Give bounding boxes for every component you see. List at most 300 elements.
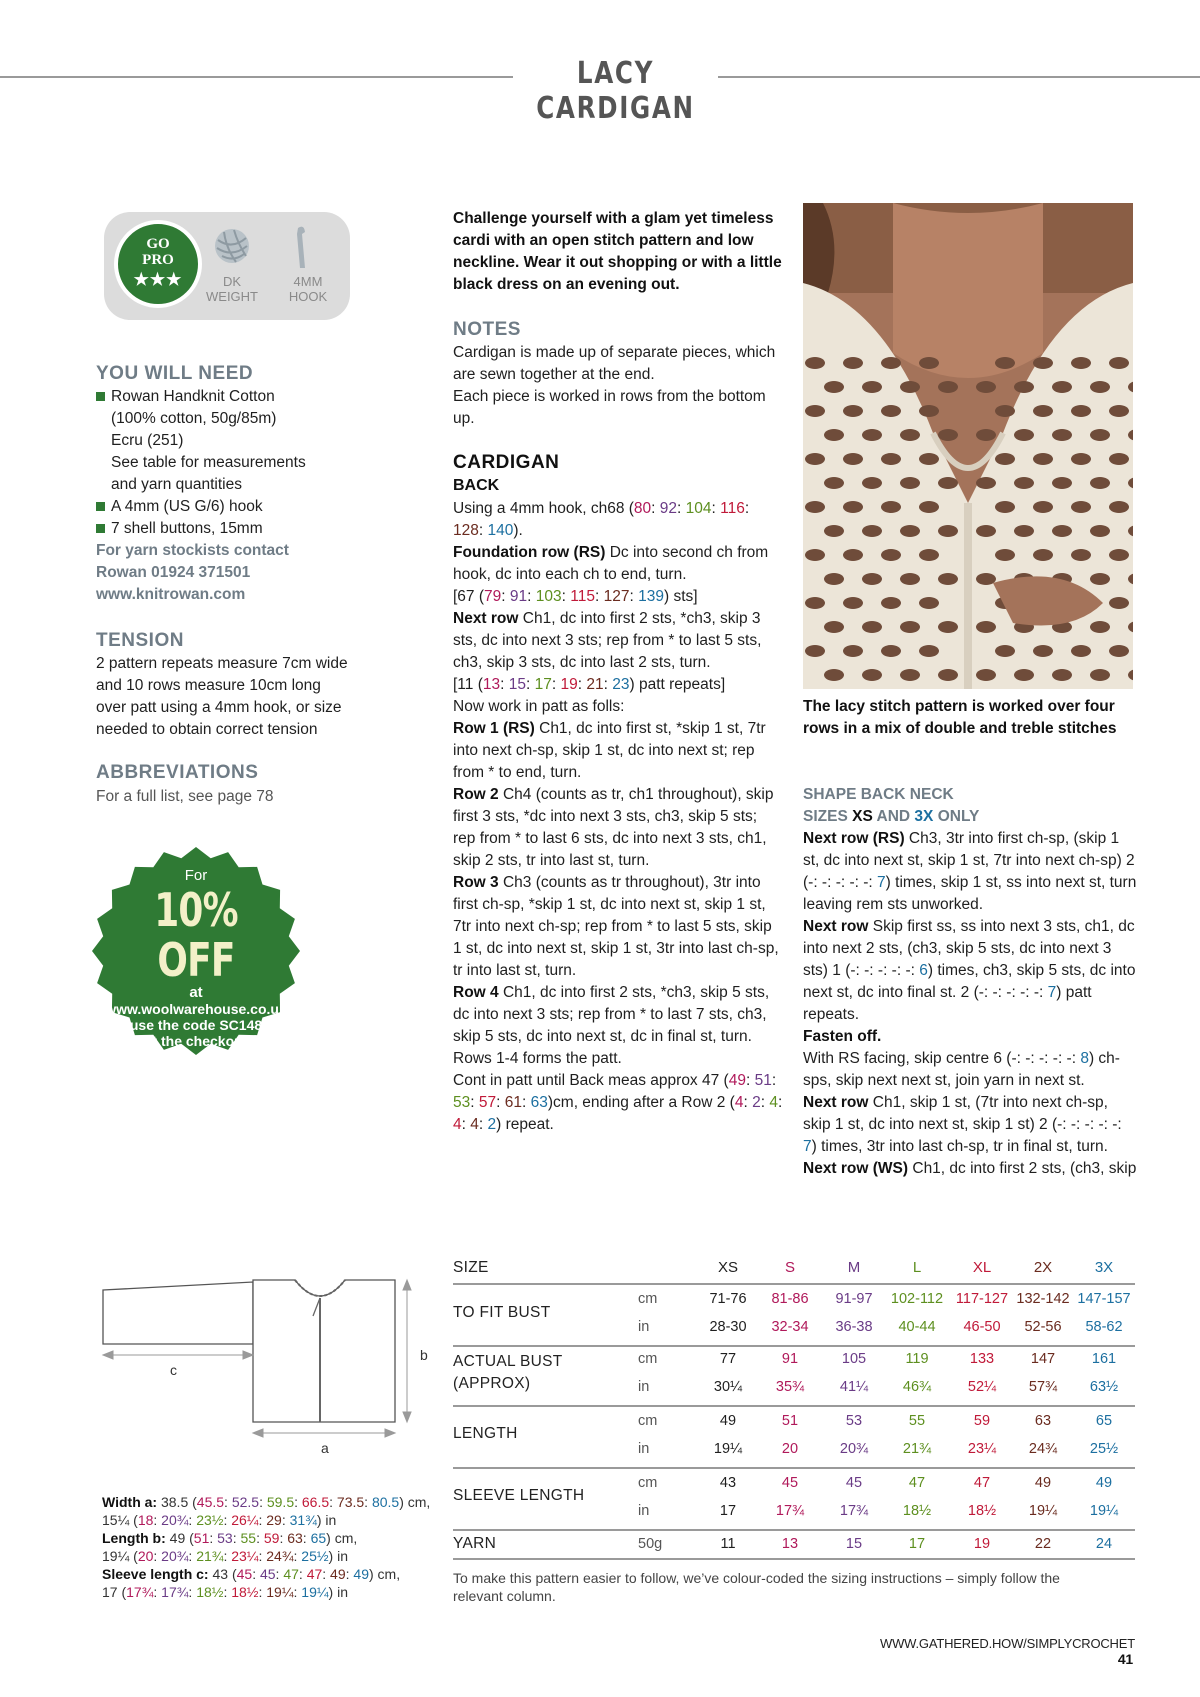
- table-cell: 147-157: [1077, 1291, 1131, 1307]
- lace-hole: [881, 501, 901, 513]
- text-span: ) patt repeats]: [629, 676, 726, 693]
- stockist-website-link[interactable]: www.knitrowan.com: [96, 586, 246, 603]
- measure-label: Length b:: [102, 1530, 166, 1546]
- lace-hole: [1109, 453, 1129, 465]
- row-label: TO FIT BUST: [453, 1304, 551, 1321]
- header-rule-left: [0, 76, 513, 78]
- table-cell: 105: [841, 1351, 867, 1367]
- go-pro-badge: [114, 220, 202, 308]
- lace-hole: [843, 405, 863, 417]
- row-4: [453, 982, 783, 1048]
- difficulty-stars: ★★★: [133, 270, 183, 289]
- row-label: Next row: [803, 1094, 869, 1111]
- yarn-line: and yarn quantities: [111, 476, 242, 493]
- size-l-value: 23½: [196, 1512, 224, 1528]
- size-3x-value: 8: [1080, 1050, 1089, 1067]
- sleeve-cm: Sleeve length c: 43 (45: 45: 47: 47: 49: 49) cm,: [102, 1566, 401, 1582]
- table-cell: 17: [908, 1536, 926, 1552]
- lace-hole: [1033, 453, 1053, 465]
- table-cell: 65: [1095, 1413, 1113, 1429]
- table-cell: 91-97: [835, 1291, 873, 1307]
- unit-label: cm: [638, 1351, 658, 1367]
- shape-next-row-3: [803, 1092, 1138, 1158]
- table-cell: 119: [905, 1351, 929, 1367]
- text-span: ) ch-sps, skip next next st, join yarn in next st.: [803, 1050, 1120, 1089]
- promo-fine-print: Discount code not valid on yarn packs,: [148, 1054, 244, 1060]
- size-2x-value: 19¼: [266, 1584, 294, 1600]
- lace-hole: [1109, 597, 1129, 609]
- table-divider: [453, 1529, 1135, 1531]
- lace-hole: [824, 573, 844, 585]
- table-cell: 19¼: [1089, 1503, 1119, 1519]
- fasten-off: [803, 1026, 1138, 1048]
- size-3x-value: 7: [803, 1138, 812, 1155]
- lace-hole: [938, 669, 958, 681]
- lace-hole: [1109, 645, 1129, 657]
- table-row: [453, 1471, 1135, 1527]
- size-l-header: L: [912, 1259, 922, 1276]
- lace-hole: [881, 597, 901, 609]
- lace-hole: [1014, 525, 1034, 537]
- text-span: ONLY: [933, 808, 980, 825]
- unit-label: in: [638, 1441, 650, 1457]
- size-3x-value: 65: [310, 1530, 327, 1546]
- lace-hole: [900, 381, 920, 393]
- abbreviations-title: ABBREVIATIONS: [96, 762, 259, 783]
- row-label: Row 1 (RS): [453, 720, 535, 737]
- lace-hole: [976, 573, 996, 585]
- table-row: [453, 1287, 1135, 1343]
- size-xl-value: 115: [570, 588, 595, 605]
- lace-hole: [805, 405, 825, 417]
- intro-line: Challenge yourself with a glam yet timeless: [453, 210, 774, 227]
- hook-line2: HOOK: [288, 289, 328, 304]
- row-2: [453, 784, 783, 872]
- lace-hole: [824, 669, 844, 681]
- row-label: (APPROX): [453, 1375, 531, 1392]
- notes-line: Cardigan is made up of separate pieces, which: [453, 344, 776, 361]
- size-3x-value: 25½: [301, 1548, 329, 1564]
- table-cell: 63½: [1089, 1379, 1119, 1395]
- intro-line: cardi with an open stitch pattern and low: [453, 232, 754, 249]
- lace-hole: [1090, 525, 1110, 537]
- table-cell: 18½: [967, 1503, 997, 1519]
- text-span: Using a 4mm hook, ch68 (: [453, 500, 634, 517]
- stockist-phone: Rowan 01924 371501: [96, 564, 251, 581]
- stitch-count: [67 (79: 91: 103: 115: 127: 139) sts]: [453, 588, 698, 605]
- size-2x-value: 29: [266, 1512, 282, 1528]
- size-2x-header: 2X: [1033, 1259, 1053, 1276]
- lace-hole: [1014, 381, 1034, 393]
- size-xs-label: XS: [852, 808, 873, 825]
- lace-hole: [843, 501, 863, 513]
- lace-hole: [862, 525, 882, 537]
- size-l-value: 53: [453, 1094, 471, 1111]
- lace-hole: [1090, 621, 1110, 633]
- tension-title: TENSION: [96, 630, 184, 651]
- size-s-value: 18: [137, 1512, 154, 1528]
- size-s-header: S: [784, 1259, 795, 1276]
- lace-hole: [919, 645, 939, 657]
- lace-hole: [881, 645, 901, 657]
- lace-hole: [919, 405, 939, 417]
- lace-hole: [862, 477, 882, 489]
- tension-line: 2 pattern repeats measure 7cm wide: [96, 655, 348, 672]
- yarn-line: Rowan Handknit Cotton: [111, 388, 275, 405]
- page-footer: [880, 1636, 1133, 1667]
- intro-text: [453, 208, 793, 296]
- size-3x-value: 49: [353, 1566, 369, 1582]
- table-cell: 59: [973, 1413, 991, 1429]
- size-3x-value: 7: [1047, 984, 1057, 1001]
- size-xl-value: 19: [560, 676, 578, 693]
- table-cell: 117-127: [955, 1291, 1009, 1307]
- size-s-value: 13: [482, 676, 501, 693]
- lace-hole: [1071, 501, 1091, 513]
- size-xl-value: 18½: [231, 1584, 259, 1600]
- go-pro-line2: PRO: [142, 252, 174, 268]
- lace-hole: [919, 501, 939, 513]
- size-3x-value: 2: [487, 1116, 497, 1133]
- lace-hole: [843, 645, 863, 657]
- size-xl-value: 66.5: [301, 1494, 330, 1510]
- size-table: [453, 1255, 1135, 1565]
- table-cell: 133: [969, 1351, 995, 1367]
- table-cell: 41¼: [839, 1379, 869, 1395]
- lace-hole: [1090, 669, 1110, 681]
- table-cell: 81-86: [771, 1291, 809, 1307]
- lace-hole: [1014, 669, 1034, 681]
- table-cell: 40-44: [898, 1319, 936, 1335]
- lace-hole: [938, 381, 958, 393]
- lace-hole: [938, 621, 958, 633]
- row-1: [453, 718, 783, 784]
- table-cell: 23¼: [967, 1441, 997, 1457]
- lace-hole: [1109, 501, 1129, 513]
- table-cell: 30¼: [713, 1379, 743, 1395]
- text-span: [67 (: [453, 588, 485, 605]
- weight-label: [202, 274, 262, 304]
- lace-hole: [900, 669, 920, 681]
- lace-hole: [805, 549, 825, 561]
- lace-hole: [862, 573, 882, 585]
- table-cell: 22: [1034, 1536, 1052, 1552]
- row-label: Next row (RS): [803, 830, 905, 847]
- lace-hole: [938, 429, 958, 441]
- note-line: relevant column.: [453, 1588, 556, 1604]
- materials-item-hook: [96, 496, 366, 518]
- row-label: Row 2: [453, 786, 499, 803]
- buttons-line: 7 shell buttons, 15mm: [111, 520, 263, 537]
- hook-instruction: Using a 4mm hook, ch68 (80: 92: 104: 116: 128: 140).: [453, 500, 750, 539]
- materials-item-buttons: [96, 518, 366, 540]
- table-cell: 28-30: [709, 1319, 747, 1335]
- lace-hole: [862, 621, 882, 633]
- lace-hole: [919, 549, 939, 561]
- now-work-text: Now work in patt as folls:: [453, 698, 625, 715]
- caption-line: rows in a mix of double and treble stitches: [803, 720, 1117, 737]
- lace-hole: [1033, 357, 1053, 369]
- size-l-value: 55: [240, 1530, 257, 1546]
- lace-hole: [938, 573, 958, 585]
- shape-next-row-2: [803, 916, 1138, 1026]
- table-cell: 49: [719, 1413, 737, 1429]
- lace-hole: [881, 549, 901, 561]
- size-l-value: 103: [535, 588, 562, 605]
- promo-code: use the code SC148: [129, 1017, 263, 1033]
- lace-hole: [862, 669, 882, 681]
- lace-hole: [976, 429, 996, 441]
- footer-url-link[interactable]: WWW.GATHERED.HOW/SIMPLYCROCHET: [880, 1636, 1135, 1651]
- weight-line2: WEIGHT: [206, 289, 258, 304]
- shape-next-row-1: [803, 828, 1138, 916]
- text-span: ) cm,: [368, 1566, 401, 1582]
- stockist-text: For yarn stockists contact: [96, 542, 289, 559]
- size-s-value: 45.5: [196, 1494, 225, 1510]
- table-cell: 17¾: [775, 1503, 805, 1519]
- lace-hole: [824, 381, 844, 393]
- table-cell: 24: [1095, 1536, 1113, 1552]
- text-span: Dc into second ch from hook, dc into each ch to end, turn.: [453, 544, 769, 583]
- text-span: With RS facing, skip centre 6 (-: -: -: -: -:: [803, 1050, 1081, 1067]
- table-cell: 52-56: [1024, 1319, 1062, 1335]
- size-3x-value: 6: [919, 962, 928, 979]
- shape-back-neck-title: SHAPE BACK NECK: [803, 786, 954, 803]
- size-3x-value: 140: [487, 522, 514, 539]
- size-s-value: 49: [728, 1072, 746, 1089]
- unit-label: cm: [638, 1291, 658, 1307]
- lace-hole: [1109, 405, 1129, 417]
- text-span: 19¼ (: [102, 1548, 138, 1564]
- row-label: Row 3: [453, 874, 499, 891]
- shape-instructions: [803, 828, 1138, 1180]
- lace-hole: [976, 621, 996, 633]
- back-title: BACK: [453, 477, 500, 494]
- lace-hole: [995, 549, 1015, 561]
- lace-hole: [1071, 357, 1091, 369]
- diagram-label-a: a: [321, 1440, 329, 1456]
- text-span: ) cm,: [326, 1530, 358, 1546]
- lace-hole: [976, 477, 996, 489]
- lace-hole: [919, 357, 939, 369]
- diagram-label-b: b: [420, 1347, 428, 1363]
- size-m-header: M: [847, 1259, 861, 1276]
- text-span: ) sts]: [663, 588, 698, 605]
- lace-hole: [1109, 549, 1129, 561]
- table-cell: 147: [1030, 1351, 1056, 1367]
- yarn-line: (100% cotton, 50g/85m): [111, 410, 277, 427]
- lace-hole: [843, 549, 863, 561]
- size-3x-value: 31¾: [289, 1512, 317, 1528]
- notes-line: are sewn together at the end.: [453, 366, 655, 383]
- size-xl-value: 57: [478, 1094, 497, 1111]
- size-s-value: 45: [236, 1566, 253, 1582]
- table-cell: 91: [781, 1351, 799, 1367]
- yarn-line: See table for measurements: [111, 454, 306, 471]
- tension-line: and 10 rows measure 10cm long: [96, 677, 321, 694]
- size-s-value: 4: [734, 1094, 744, 1111]
- lace-hole: [900, 525, 920, 537]
- promo-checkout: at the checkout: [144, 1033, 248, 1049]
- size-2x-value: 49: [330, 1566, 346, 1582]
- table-divider: [453, 1558, 1135, 1560]
- notes-text: [453, 342, 783, 430]
- table-cell: 51: [781, 1413, 799, 1429]
- size-3x-value: 63: [530, 1094, 548, 1111]
- tension-line: over patt using a 4mm hook, or size: [96, 699, 342, 716]
- size-xl-value: 23¼: [231, 1548, 259, 1564]
- table-cell: 19¼: [1028, 1503, 1058, 1519]
- hook-line: A 4mm (US G/6) hook: [111, 498, 263, 515]
- lace-hole: [1052, 669, 1072, 681]
- table-cell: 102-112: [890, 1291, 944, 1307]
- lace-hole: [1014, 477, 1034, 489]
- promo-url-link[interactable]: www.woolwarehouse.co.uk: [105, 1001, 287, 1017]
- table-cell: 43: [719, 1475, 737, 1491]
- lace-hole: [900, 621, 920, 633]
- unit-label: in: [638, 1503, 650, 1519]
- bullet-square-icon: [96, 524, 105, 533]
- table-cell: 45: [781, 1475, 799, 1491]
- caption-line: The lacy stitch pattern is worked over four: [803, 698, 1115, 715]
- notes-line: up.: [453, 410, 475, 427]
- row-label: SLEEVE LENGTH: [453, 1487, 585, 1504]
- yarn-ball-icon: [212, 226, 252, 266]
- size-s-value: 17¾: [126, 1584, 154, 1600]
- text-span: Ch3, 3tr into first ch-sp, (skip 1 st, dc into next st, skip 1 st, 7tr into next ch-sp) 2 (-: -: -: -: -:: [803, 830, 1135, 891]
- lace-hole: [843, 357, 863, 369]
- row-label: LENGTH: [453, 1425, 518, 1442]
- size-2x-value: 127: [603, 588, 630, 605]
- lace-hole: [938, 525, 958, 537]
- text-span: Ch1, dc into first 2 sts, (ch3, skip: [908, 1160, 1137, 1177]
- foundation-row: [453, 542, 783, 586]
- notes-line: Each piece is worked in rows from the bottom: [453, 388, 766, 405]
- table-cell: 71-76: [709, 1291, 747, 1307]
- rs-facing-text: [803, 1048, 1138, 1092]
- size-m-value: 45: [259, 1566, 276, 1582]
- table-cell: 17: [719, 1503, 737, 1519]
- lace-hole: [976, 525, 996, 537]
- size-m-value: 17¾: [161, 1584, 189, 1600]
- text-span: ) times, skip 1 st, ss into next st, turn leaving rem sts unworked.: [803, 874, 1137, 913]
- hook-label: [278, 274, 338, 304]
- table-cell: 19: [973, 1536, 991, 1552]
- size-m-value: 52.5: [231, 1494, 260, 1510]
- size-l-value: 47: [283, 1566, 299, 1582]
- lace-hole: [1052, 477, 1072, 489]
- lace-hole: [900, 573, 920, 585]
- text-span: ) in: [316, 1512, 337, 1528]
- lace-hole: [1071, 645, 1091, 657]
- table-cell: 49: [1034, 1475, 1052, 1491]
- text-span: [11 (: [453, 676, 483, 693]
- lace-hole: [995, 453, 1015, 465]
- bullet-square-icon: [96, 392, 105, 401]
- size-xl-value: 4: [453, 1116, 462, 1133]
- materials-item-yarn: [96, 386, 366, 496]
- yarn-line: Ecru (251): [111, 432, 184, 449]
- lace-hole: [1033, 501, 1053, 513]
- table-cell: 57¾: [1028, 1379, 1058, 1395]
- table-cell: 35¾: [775, 1379, 805, 1395]
- lace-hole: [1052, 381, 1072, 393]
- text-span: )cm, ending after a Row 2 (: [547, 1094, 735, 1111]
- table-cell: 36-38: [835, 1319, 873, 1335]
- text-span: ) repeat.: [496, 1116, 554, 1133]
- repeat-count: [11 (13: 15: 17: 19: 21: 23) patt repeats]: [453, 676, 726, 693]
- text-span: ) patt repeats.: [803, 984, 1092, 1023]
- length-in: 19¼ (20: 20¾: 21¾: 23¼: 24¾: 25½) in: [102, 1548, 348, 1564]
- size-3x-value: 139: [638, 588, 664, 605]
- text-span: 17 (: [102, 1584, 127, 1600]
- lace-hole: [976, 381, 996, 393]
- lace-hole: [824, 429, 844, 441]
- size-l-value: 21¾: [196, 1548, 224, 1564]
- row-label: ACTUAL BUST: [453, 1353, 563, 1370]
- text-span: ) in: [328, 1584, 348, 1600]
- lace-hole: [1052, 429, 1072, 441]
- table-cell: 46-50: [963, 1319, 1001, 1335]
- measure-label: Width a:: [102, 1494, 158, 1510]
- lace-hole: [995, 645, 1015, 657]
- text-span: Skip first ss, ss into next 3 sts, ch1, dc into next 2 sts, (ch3, skip 5 sts, dc into next 3 sts) 1 (-: -: -: -: -:: [803, 918, 1135, 979]
- table-cell: 52¼: [967, 1379, 997, 1395]
- lace-hole: [1090, 477, 1110, 489]
- size-m-value: 15: [508, 676, 526, 693]
- table-cell: 11: [720, 1536, 736, 1552]
- size-3x-value: 23: [612, 676, 630, 693]
- unit-label: in: [638, 1379, 650, 1395]
- lace-hole: [938, 477, 958, 489]
- diagram-label-c: c: [170, 1362, 177, 1378]
- promo-text: [95, 867, 297, 1069]
- back-instructions: [453, 498, 783, 1136]
- intro-line: neckline. Wear it out shopping or with a little: [453, 254, 782, 271]
- text-span: ) times, 3tr into last ch-sp, tr in final st, turn.: [811, 1138, 1108, 1155]
- size-2x-value: 73.5: [336, 1494, 365, 1510]
- text-span: ) in: [328, 1548, 348, 1564]
- unit-label: 50g: [638, 1536, 663, 1552]
- lace-hole: [900, 429, 920, 441]
- text-span: Cont in patt until Back meas approx 47 (: [453, 1072, 729, 1089]
- table-cell: 24¾: [1028, 1441, 1058, 1457]
- text-span: 38.5 (: [157, 1494, 197, 1510]
- row-label: Next row: [803, 918, 869, 935]
- cardigan-photo: [803, 203, 1133, 689]
- measure-label: Sleeve length c:: [102, 1566, 209, 1582]
- lace-hole: [919, 597, 939, 609]
- size-s-value: 20: [137, 1548, 154, 1564]
- table-cell: 132-142: [1016, 1291, 1070, 1307]
- size-l-value: 104: [685, 500, 712, 517]
- size-m-value: 51: [754, 1072, 772, 1089]
- length-cm: Length b: 49 (51: 53: 55: 59: 63: 65) cm,: [102, 1530, 358, 1546]
- size-xs-header: XS: [717, 1259, 738, 1276]
- table-cell: 13: [781, 1536, 799, 1552]
- size-xl-header: XL: [972, 1259, 992, 1276]
- size-m-value: 53: [217, 1530, 233, 1546]
- lace-hole: [805, 645, 825, 657]
- promo-fine-print: sale items and KC Collection products.: [148, 1062, 244, 1068]
- lace-hole: [1071, 549, 1091, 561]
- table-cell: 63: [1034, 1413, 1052, 1429]
- size-3x-value: 80.5: [371, 1494, 400, 1510]
- size-s-value: 79: [484, 588, 502, 605]
- size-m-value: 92: [659, 500, 678, 517]
- cardigan-schematic-diagram: [95, 1250, 455, 1470]
- table-cell: 47: [908, 1475, 926, 1491]
